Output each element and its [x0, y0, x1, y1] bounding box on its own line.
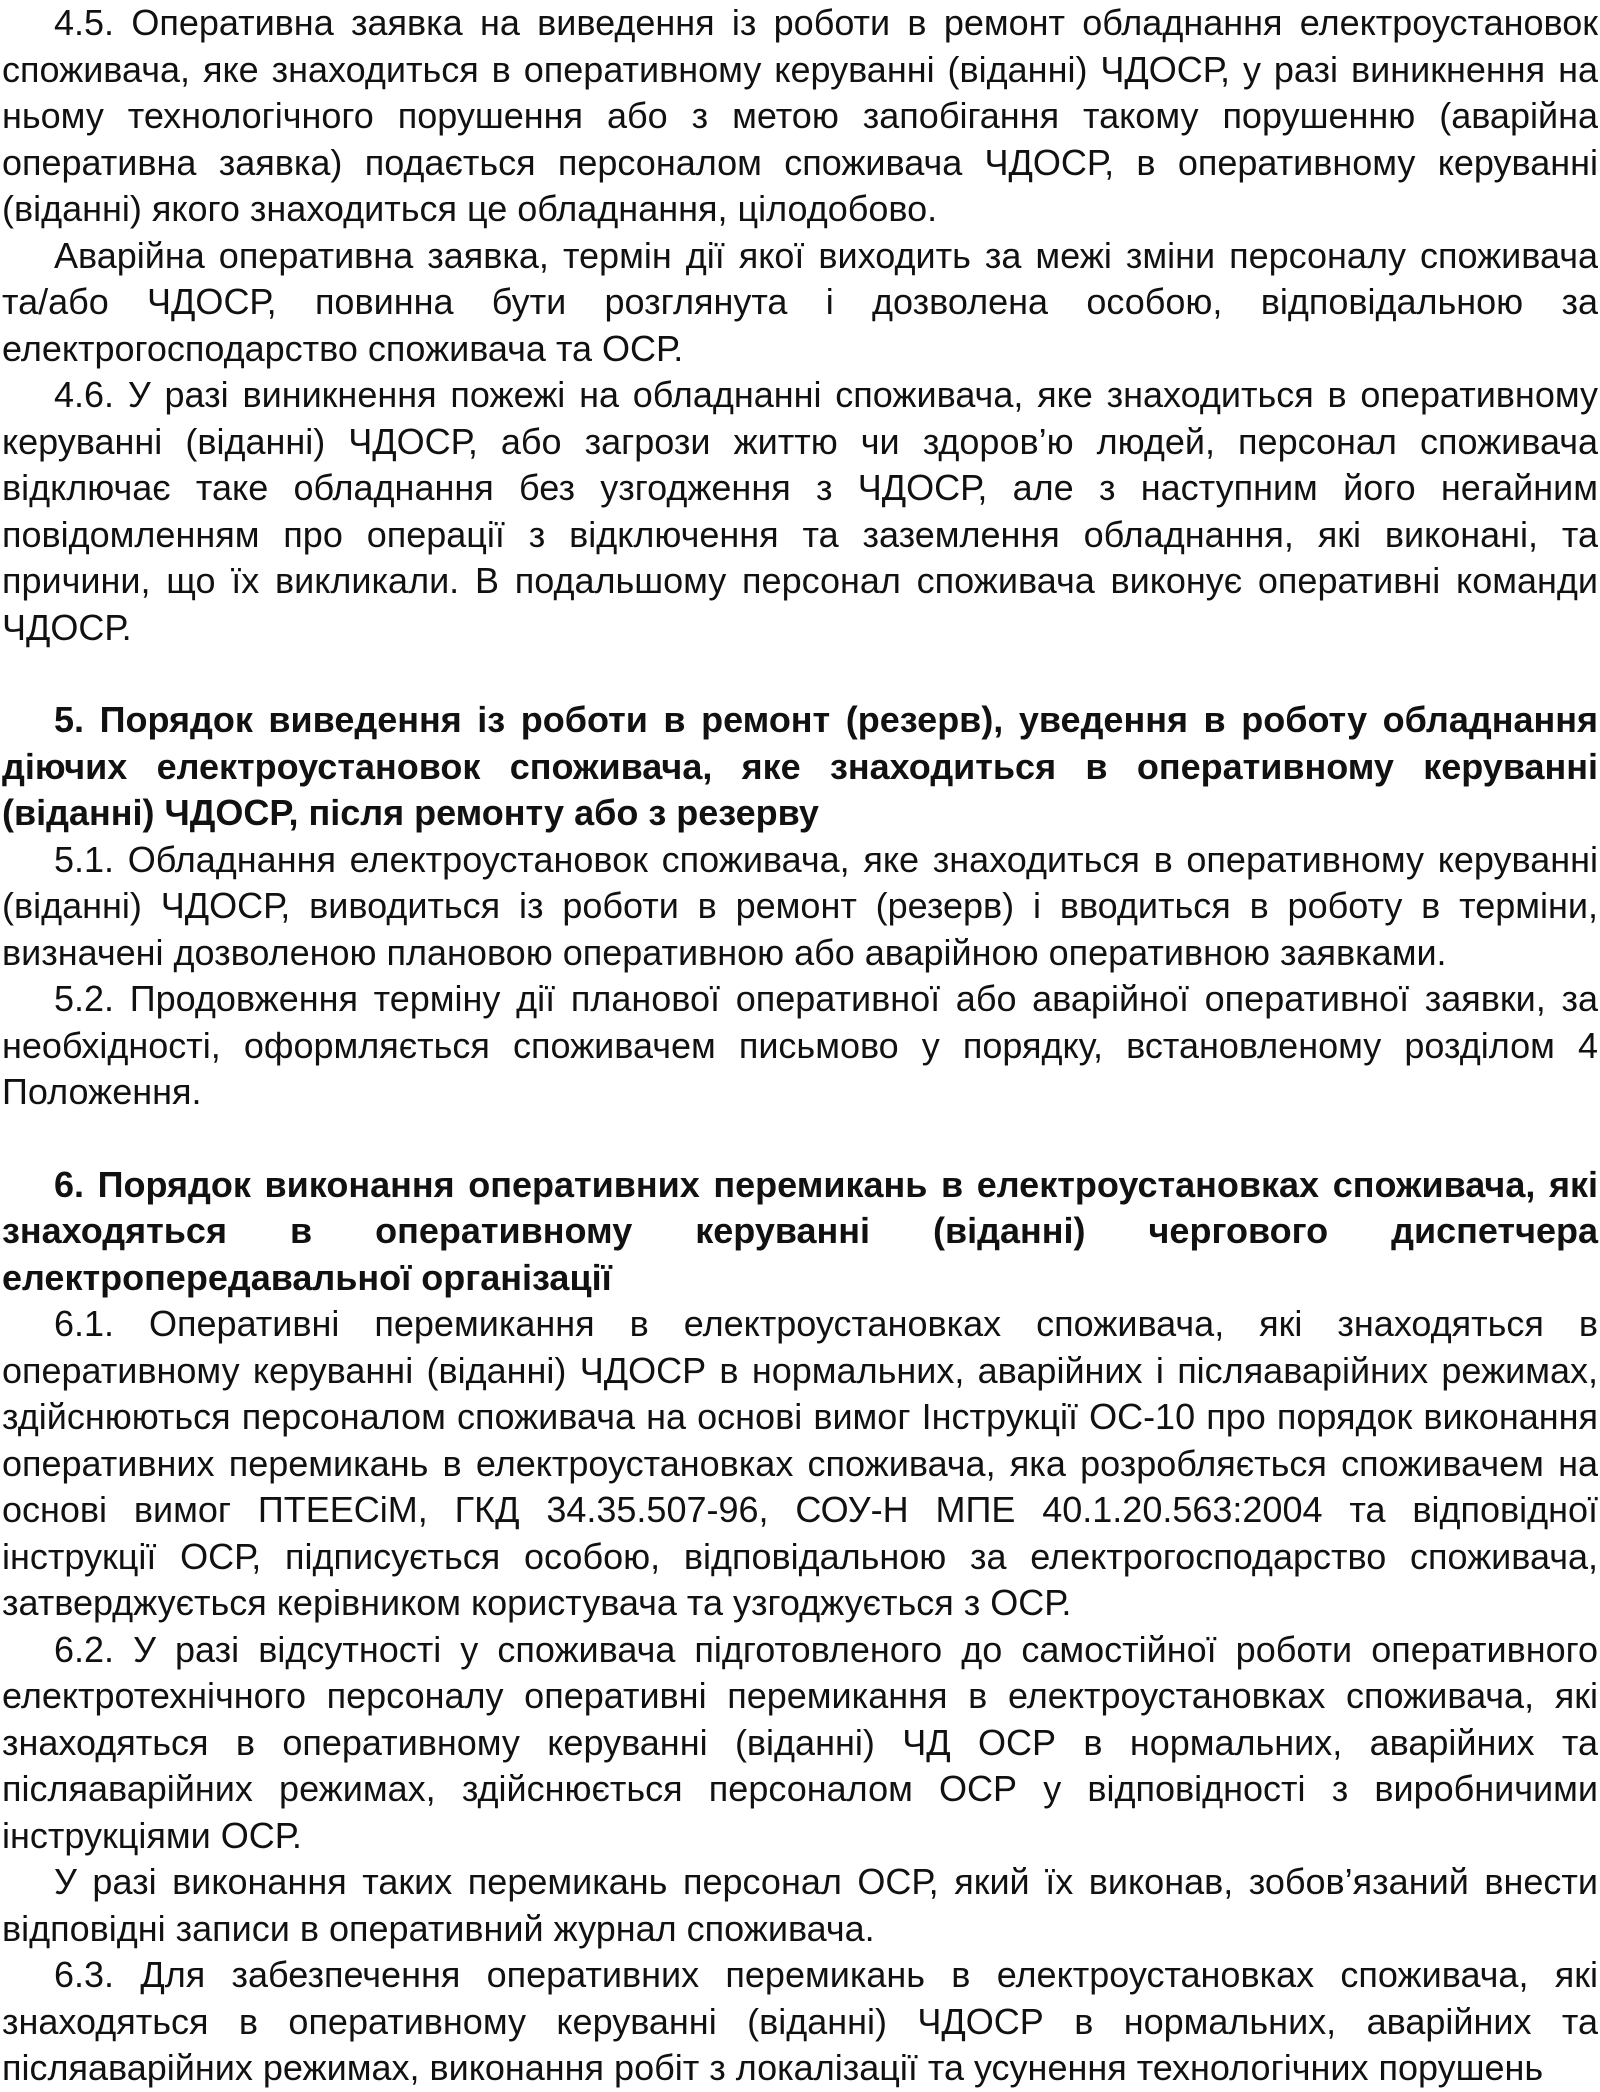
paragraph-4-5: 4.5. Оперативна заявка на виведення із роботи в ремонт обладнання електроустановок споживача, яке знаходиться в оперативному керуванні (віданні) ЧДОСР, у разі виникнення на ньому технологічного порушення або з метою запобігання такому порушенню (аварійна оперативна заявка) подається персоналом споживача ЧДОСР, в оперативному керуванні (віданні) якого знаходиться це обладнання, цілодобово.	[2, 2, 1598, 229]
section-spacer	[2, 1116, 1598, 1162]
paragraph-5-1: 5.1. Обладнання електроустановок споживача, яке знаходиться в оперативному керуванні (віданні) ЧДОСР, виводиться із роботи в ремонт (резерв) і вводиться в роботу в терміни, визначені дозволеною плановою оперативною або аварійною оперативною заявками.	[2, 838, 1598, 973]
paragraph-6-2: 6.2. У разі відсутності у споживача підготовленого до самостійної роботи оперативного електротехнічного персоналу оперативні перемикання в електроустановках споживача, які знаходяться в оперативному керуванні (віданні) ЧД ОСР в нормальних, аварійних та післяаварійних режимах, здійснюється персоналом ОСР у відповідності з виробничими інструкціями ОСР.	[2, 1628, 1598, 1856]
section-spacer	[2, 651, 1598, 697]
section-5-heading: 5. Порядок виведення із роботи в ремонт (резерв), уведення в роботу обладнання діючих електроустановок споживача, яке знаходиться в оперативному керуванні (віданні) ЧДОСР, після ремонту або з резерву	[2, 699, 1598, 833]
paragraph-5-2: 5.2. Продовження терміну дії планової оперативної або аварійної оперативної заявки, за необхідності, оформляється споживачем письмово у порядку, встановленому розділом 4 Положення.	[2, 978, 1598, 1112]
paragraph-6-2-records: У разі виконання таких перемикань персонал ОСР, який їх виконав, зобов’язаний внести відповідні записи в оперативний журнал споживача.	[2, 1861, 1598, 1949]
paragraph-4-6: 4.6. У разі виникнення пожежі на обладнанні споживача, яке знаходиться в оперативному керуванні (віданні) ЧДОСР, або загрози життю чи здоров’ю людей, персонал споживача відключає таке обладнання без узгодження з ЧДОСР, але з наступним його негайним повідомленням про операції з відключення та заземлення обладнання, які виконані, та причини, що їх викликали. В подальшому персонал споживача виконує оперативні команди ЧДОСР.	[2, 374, 1598, 648]
paragraph-4-5-emergency: Аварійна оперативна заявка, термін дії якої виходить за межі зміни персоналу споживача та/або ЧДОСР, повинна бути розглянута і дозволена особою, відповідальною за електрогосподарство споживача та ОСР.	[2, 234, 1598, 369]
paragraph-6-3: 6.3. Для забезпечення оперативних перемикань в електроустановках споживача, які знаходяться в оперативному керуванні (віданні) ЧДОСР в нормальних, аварійних та післяаварійних режимах, виконання робіт з локалізації та усунення технологічних порушень	[2, 1954, 1598, 2088]
paragraph-6-1: 6.1. Оперативні перемикання в електроустановках споживача, які знаходяться в оперативному керуванні (віданні) ЧДОСР в нормальних, аварійних і післяаварійних режимах, здійснюються персоналом споживача на основі вимог Інструкції ОС-10 про порядок виконання оперативних перемикань в електроустановках споживача, яка розробляється споживачем на основі вимог ПТЕЕСіМ, ГКД 34.35.507-96, СОУ-Н МПЕ 40.1.20.563:2004 та відповідної інструкції ОСР, підписується особою, відповідальною за електрогосподарство споживача, затверджується керівником користувача та узгоджується з ОСР.	[2, 1303, 1598, 1623]
section-6-heading: 6. Порядок виконання оперативних перемикань в електроустановках споживача, які знаходяться в оперативному керуванні (віданні) чергового диспетчера електропередавальної організації	[2, 1163, 1598, 1298]
